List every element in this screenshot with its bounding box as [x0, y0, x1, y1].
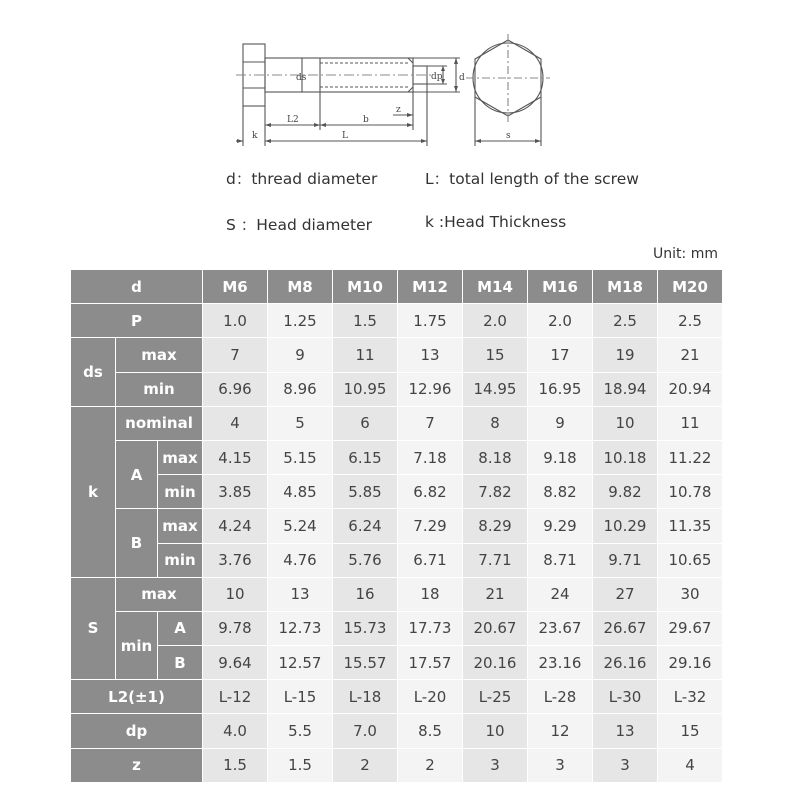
label-k: k [252, 131, 258, 141]
label-min: min [116, 611, 158, 679]
label-z: z [71, 748, 203, 782]
row-z [71, 748, 723, 782]
cell: 12.73 [268, 611, 333, 645]
cell: 9.18 [528, 440, 593, 474]
cell: 4.76 [268, 543, 333, 577]
cell: 9.82 [593, 475, 658, 509]
size-header: M16 [528, 270, 593, 304]
size-header: M20 [658, 270, 723, 304]
cell: 2 [398, 748, 463, 782]
cell: 10.65 [658, 543, 723, 577]
table-header-row [71, 270, 723, 304]
cell: 24 [528, 577, 593, 611]
row-ds-max [71, 338, 723, 372]
row-k-a-max [71, 440, 723, 474]
cell: L-12 [203, 680, 268, 714]
cell: 11.35 [658, 509, 723, 543]
cell: 7.71 [463, 543, 528, 577]
cell: 8.18 [463, 440, 528, 474]
cell: 10.95 [333, 372, 398, 406]
cell: 1.25 [268, 304, 333, 338]
label-b: b [363, 115, 369, 125]
cell: L-18 [333, 680, 398, 714]
row-s-min-b [71, 646, 723, 680]
cell: 12 [528, 714, 593, 748]
cell: 5.76 [333, 543, 398, 577]
cell: 4 [203, 406, 268, 440]
cell: 6.82 [398, 475, 463, 509]
cell: 27 [593, 577, 658, 611]
cell: 11 [658, 406, 723, 440]
row-k-nominal [71, 406, 723, 440]
cell: 5.15 [268, 440, 333, 474]
cell: 4.24 [203, 509, 268, 543]
label-grade-b: B [116, 509, 158, 577]
size-header: M8 [268, 270, 333, 304]
cell: 30 [658, 577, 723, 611]
cell: L-20 [398, 680, 463, 714]
size-header: M14 [463, 270, 528, 304]
cell: 8.29 [463, 509, 528, 543]
cell: 3.76 [203, 543, 268, 577]
header-d: d [71, 270, 203, 304]
cell: 20.94 [658, 372, 723, 406]
cell: 4.85 [268, 475, 333, 509]
cell: 3.85 [203, 475, 268, 509]
cell: 15 [463, 338, 528, 372]
row-s-min-a [71, 611, 723, 645]
cell: 2 [333, 748, 398, 782]
cell: 21 [463, 577, 528, 611]
cell: 18.94 [593, 372, 658, 406]
label-grade-a: A [158, 611, 203, 645]
cell: 17.73 [398, 611, 463, 645]
cell: 7 [398, 406, 463, 440]
cell: 23.16 [528, 646, 593, 680]
cell: 8.96 [268, 372, 333, 406]
cell: 1.5 [333, 304, 398, 338]
spec-table [70, 269, 723, 783]
label-min: min [158, 543, 203, 577]
row-p [71, 304, 723, 338]
cell: 2.5 [658, 304, 723, 338]
label-dp: dp [71, 714, 203, 748]
cell: 12.96 [398, 372, 463, 406]
cell: 7.0 [333, 714, 398, 748]
row-k-b-max [71, 509, 723, 543]
cell: 3 [593, 748, 658, 782]
screw-dimension-drawing [0, 0, 800, 160]
cell: 2.0 [463, 304, 528, 338]
cell: 20.67 [463, 611, 528, 645]
cell: 14.95 [463, 372, 528, 406]
cell: L-30 [593, 680, 658, 714]
cell: 19 [593, 338, 658, 372]
row-k-a-min [71, 475, 723, 509]
legend-d: d：thread diameter [226, 170, 378, 188]
cell: 6.71 [398, 543, 463, 577]
cell: 3 [528, 748, 593, 782]
cell: 20.16 [463, 646, 528, 680]
cell: 5 [268, 406, 333, 440]
row-s-max [71, 577, 723, 611]
row-dp [71, 714, 723, 748]
unit-label: Unit: mm [653, 246, 718, 262]
cell: 13 [398, 338, 463, 372]
cell: 1.75 [398, 304, 463, 338]
cell: 17 [528, 338, 593, 372]
cell: 6.24 [333, 509, 398, 543]
cell: 9.78 [203, 611, 268, 645]
cell: 10.29 [593, 509, 658, 543]
label-grade-a: A [116, 440, 158, 508]
cell: 10.18 [593, 440, 658, 474]
cell: 9.71 [593, 543, 658, 577]
cell: 1.0 [203, 304, 268, 338]
cell: 26.67 [593, 611, 658, 645]
label-ds: ds [71, 338, 116, 406]
cell: 15 [658, 714, 723, 748]
cell: L-32 [658, 680, 723, 714]
cell: 21 [658, 338, 723, 372]
cell: 4.0 [203, 714, 268, 748]
cell: 5.24 [268, 509, 333, 543]
legend-S: S ：Head diameter [226, 216, 372, 234]
row-l2 [71, 680, 723, 714]
cell: L-15 [268, 680, 333, 714]
cell: 7 [203, 338, 268, 372]
label-min: min [116, 372, 203, 406]
cell: 16.95 [528, 372, 593, 406]
cell: 29.16 [658, 646, 723, 680]
cell: 26.16 [593, 646, 658, 680]
cell: L-25 [463, 680, 528, 714]
label-dp: dp [431, 72, 443, 82]
cell: 7.29 [398, 509, 463, 543]
cell: 7.18 [398, 440, 463, 474]
label-max: max [158, 509, 203, 543]
cell: 2.5 [593, 304, 658, 338]
cell: 12.57 [268, 646, 333, 680]
cell: 13 [268, 577, 333, 611]
cell: 6.96 [203, 372, 268, 406]
size-header: M18 [593, 270, 658, 304]
cell: 3 [463, 748, 528, 782]
cell: 10 [463, 714, 528, 748]
cell: 8.82 [528, 475, 593, 509]
label-l2: L2 [287, 115, 299, 125]
label-max: max [116, 338, 203, 372]
cell: 10 [203, 577, 268, 611]
label-s: s [506, 131, 511, 141]
legend-L: L：total length of the screw [425, 170, 639, 188]
cell: 10 [593, 406, 658, 440]
size-header: M12 [398, 270, 463, 304]
label-ds: ds [296, 73, 307, 83]
cell: 15.57 [333, 646, 398, 680]
cell: 9.29 [528, 509, 593, 543]
size-header: M6 [203, 270, 268, 304]
size-header: M10 [333, 270, 398, 304]
cell: 17.57 [398, 646, 463, 680]
label-p: P [71, 304, 203, 338]
cell: 15.73 [333, 611, 398, 645]
cell: L-28 [528, 680, 593, 714]
cell: 18 [398, 577, 463, 611]
cell: 1.5 [268, 748, 333, 782]
cell: 6.15 [333, 440, 398, 474]
cell: 9.64 [203, 646, 268, 680]
cell: 6 [333, 406, 398, 440]
cell: 29.67 [658, 611, 723, 645]
cell: 9 [268, 338, 333, 372]
label-grade-b: B [158, 646, 203, 680]
label-min: min [158, 475, 203, 509]
cell: 11 [333, 338, 398, 372]
label-l2: L2(±1) [71, 680, 203, 714]
cell: 5.5 [268, 714, 333, 748]
label-max: max [158, 440, 203, 474]
cell: 23.67 [528, 611, 593, 645]
cell: 4 [658, 748, 723, 782]
cell: 10.78 [658, 475, 723, 509]
cell: 9 [528, 406, 593, 440]
label-z: z [396, 105, 401, 115]
legend-k: k :Head Thickness [425, 213, 567, 231]
cell: 13 [593, 714, 658, 748]
label-k: k [71, 406, 116, 577]
label-d: d [459, 73, 465, 83]
cell: 16 [333, 577, 398, 611]
cell: 11.22 [658, 440, 723, 474]
cell: 7.82 [463, 475, 528, 509]
cell: 4.15 [203, 440, 268, 474]
row-ds-min [71, 372, 723, 406]
cell: 8 [463, 406, 528, 440]
label-nominal: nominal [116, 406, 203, 440]
cell: 8.5 [398, 714, 463, 748]
cell: 8.71 [528, 543, 593, 577]
label-max: max [116, 577, 203, 611]
cell: 5.85 [333, 475, 398, 509]
cell: 1.5 [203, 748, 268, 782]
label-L: L [342, 131, 348, 141]
label-s: S [71, 577, 116, 680]
row-k-b-min [71, 543, 723, 577]
cell: 2.0 [528, 304, 593, 338]
